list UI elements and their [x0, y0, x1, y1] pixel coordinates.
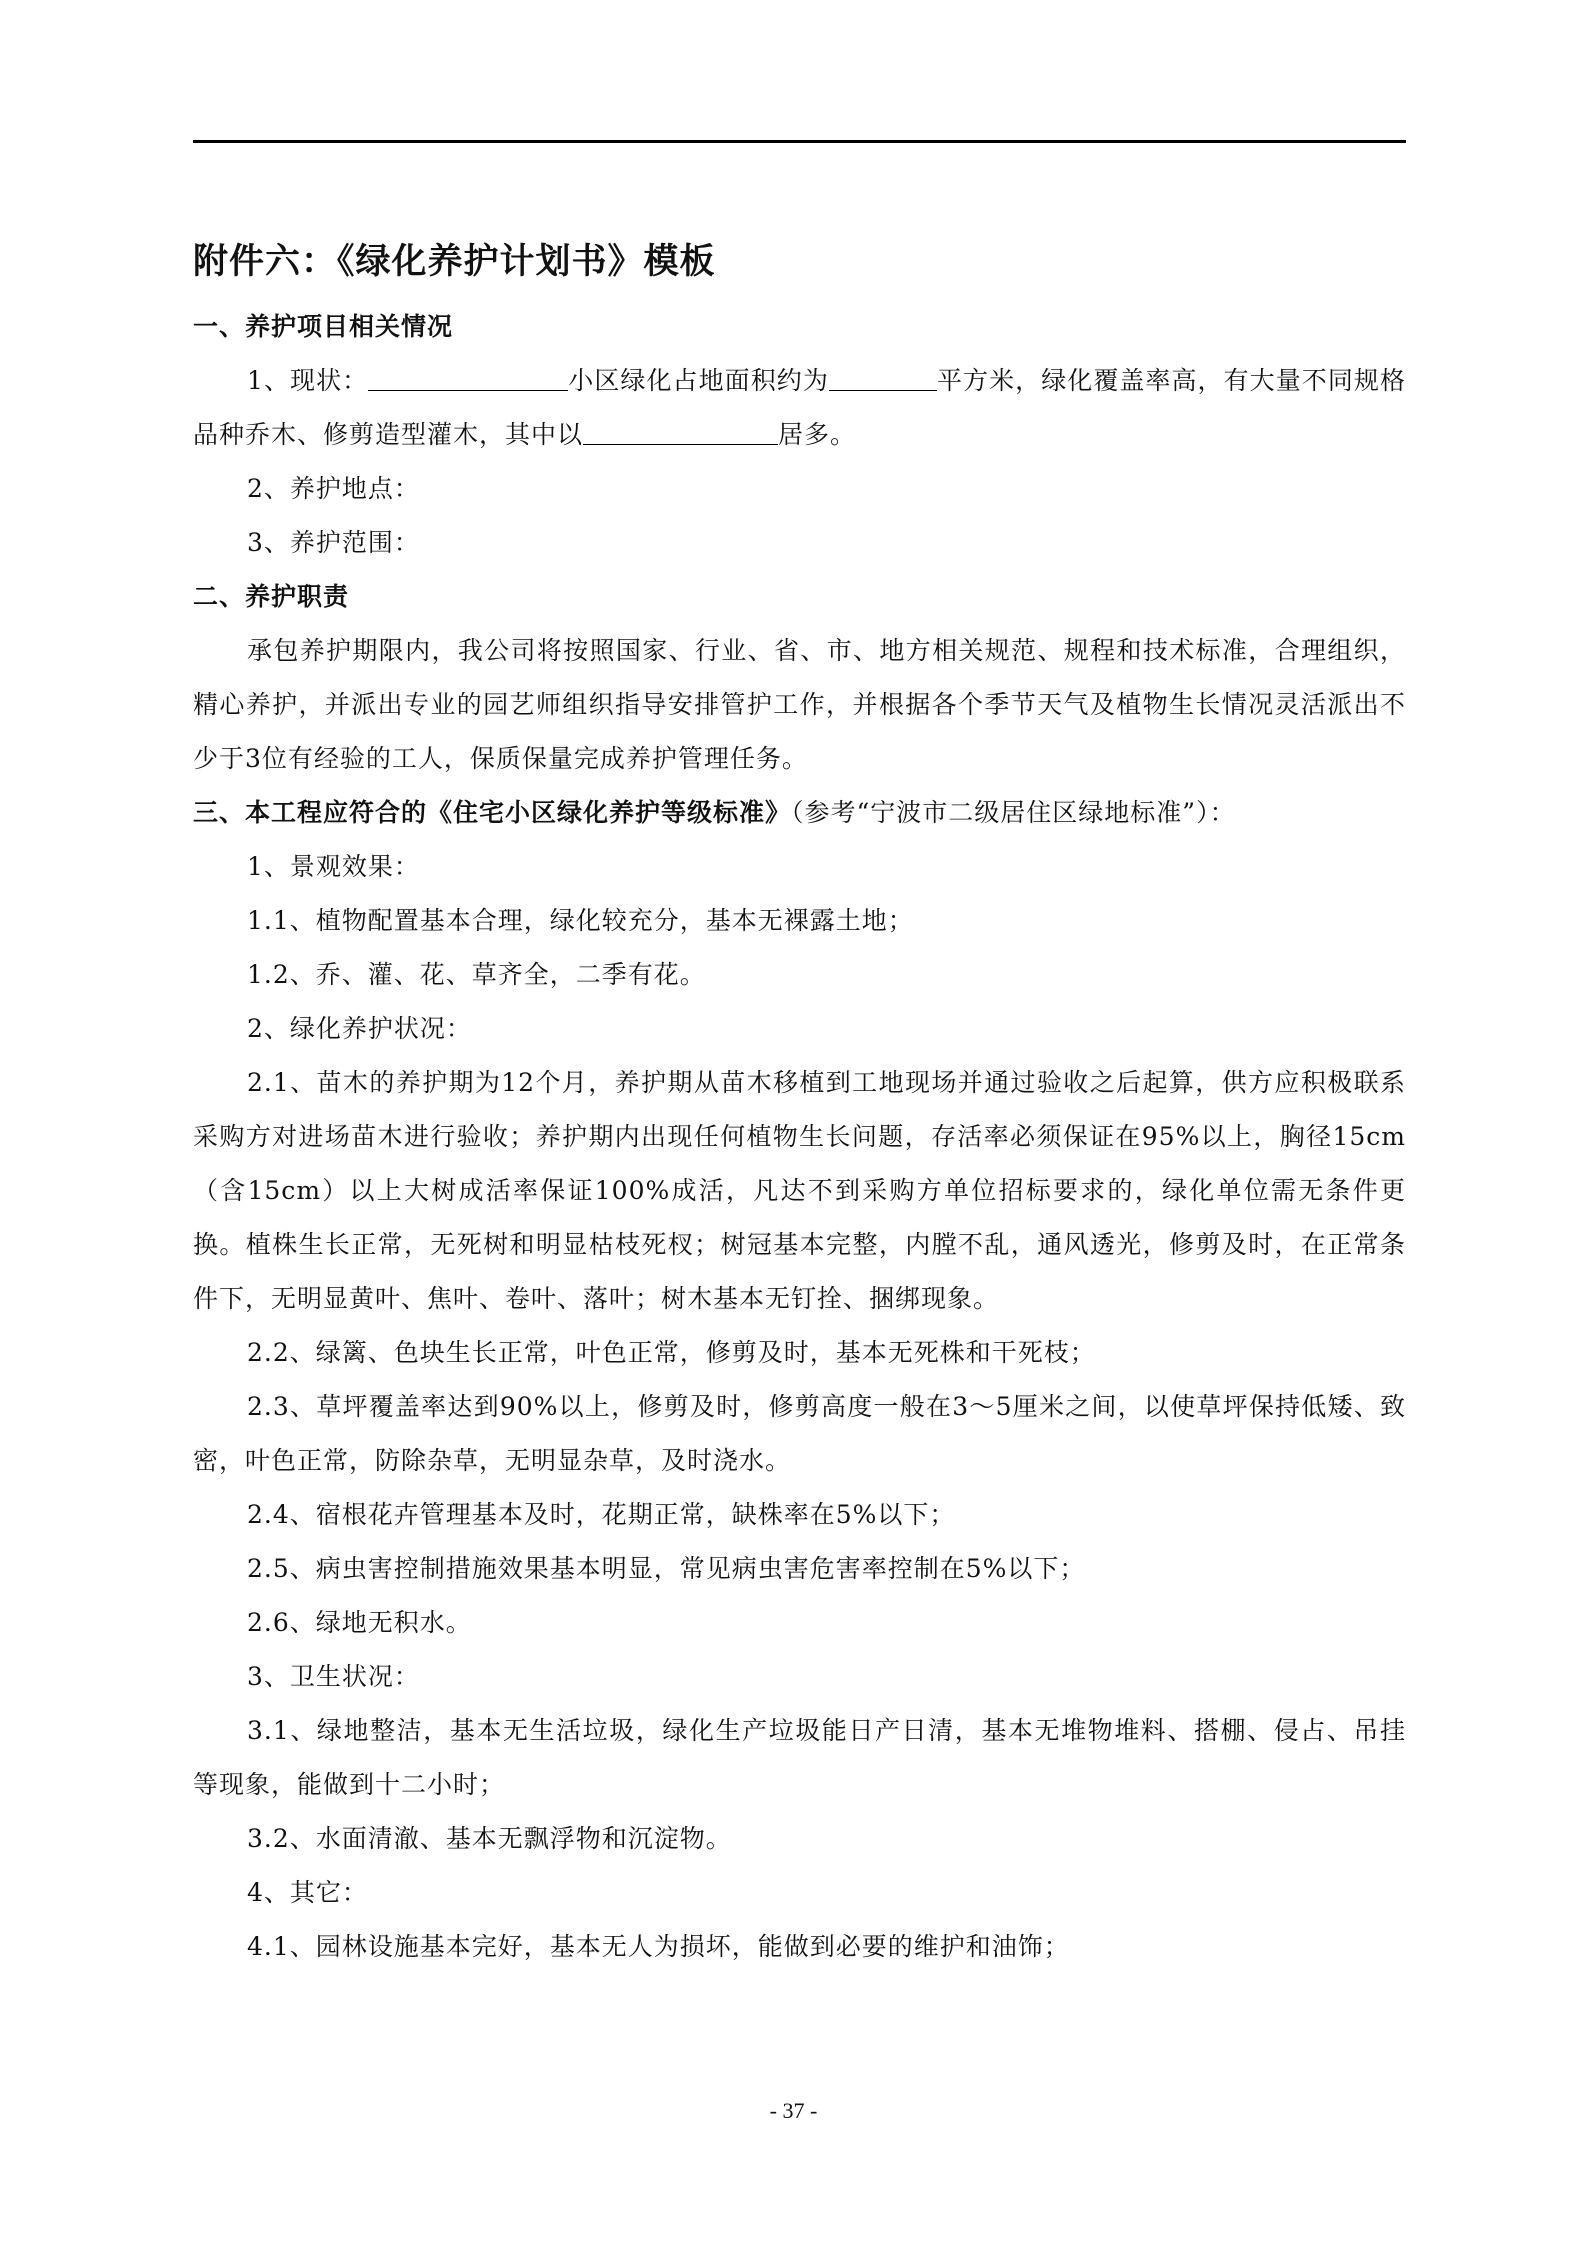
standard-item: 2、绿化养护状况：	[247, 1014, 472, 1043]
page-number: - 37 -	[769, 2098, 818, 2123]
header-rule	[193, 140, 1406, 143]
standard-item: 1、景观效果：	[247, 852, 420, 881]
standard-item: 3.2、水面清澈、基本无飘浮物和沉淀物。	[247, 1824, 732, 1853]
standard-item: 2.5、病虫害控制措施效果基本明显，常见病虫害危害率控制在5%以下；	[247, 1554, 1086, 1583]
standard-item: 2.4、宿根花卉管理基本及时，花期正常，缺株率在5%以下；	[247, 1500, 956, 1529]
standard-item: 4、其它：	[247, 1878, 368, 1907]
item-1-label: 1、现状：	[247, 366, 369, 395]
standard-item: 3.1、绿地整洁，基本无生活垃圾，绿化生产垃圾能日产日清，基本无堆物堆料、搭棚、侵占、吊挂等现象，能做到十二小时；	[193, 1716, 1406, 1799]
section-1-item-3: 3、养护范围：	[247, 528, 420, 557]
section-3-heading	[193, 786, 1406, 840]
standard-item: 1.1、植物配置基本合理，绿化较充分，基本无裸露土地；	[247, 906, 914, 935]
section-2-body: 承包养护期限内，我公司将按照国家、行业、省、市、地方相关规范、规程和技术标准，合理组织，精心养护，并派出专业的园艺师组织指导安排管护工作，并根据各个季节天气及植物生长情况灵活派出不少于3位有经验的工人，保质保量完成养护管理任务。	[193, 636, 1406, 773]
standard-item: 2.1、苗木的养护期为12个月，养护期从苗木移植到工地现场并通过验收之后起算，供方应积极联系采购方对进场苗木进行验收；养护期内出现任何植物生长问题，存活率必须保证在95%以上，胸径15cm（含15cm）以上大树成活率保证100%成活，凡达不到采购方单位招标要求的，绿化单位需无条件更换。植株生长正常，无死树和明显枯枝死杈；树冠基本完整，内膛不乱，通风透光，修剪及时，在正常条件下，无明显黄叶、焦叶、卷叶、落叶；树木基本无钉拴、捆绑现象。	[193, 1068, 1406, 1313]
item-1-text-a: 小区绿化占地面积约为	[568, 366, 829, 395]
standard-item: 2.2、绿篱、色块生长正常，叶色正常，修剪及时，基本无死株和干死枝；	[247, 1338, 1096, 1367]
section-1-item-2: 2、养护地点：	[247, 474, 420, 503]
document-body	[193, 232, 1406, 1974]
item-1-text-c: 居多。	[778, 420, 857, 449]
section-3-heading-title: 三、本工程应符合的《住宅小区绿化养护等级标准》	[193, 798, 792, 827]
section-3-items	[193, 840, 1406, 1974]
item-1-text-b: 平方米，绿化覆盖率高，有大量不同规格品种乔木、修剪造型灌木，其中以	[193, 366, 1406, 449]
section-1-item-1	[193, 354, 1406, 462]
section-1-heading: 一、养护项目相关情况	[193, 312, 454, 341]
section-3-heading-note: （参考“宁波市二级居住区绿地标准”）：	[791, 798, 1236, 827]
section-2-heading: 二、养护职责	[193, 582, 350, 611]
document-title: 附件六：《绿化养护计划书》模板	[193, 242, 716, 282]
blank-main-species	[583, 418, 778, 445]
standard-item: 2.3、草坪覆盖率达到90%以上，修剪及时，修剪高度一般在3～5厘米之间，以使草坪保持低矮、致密，叶色正常，防除杂草，无明显杂草，及时浇水。	[193, 1392, 1406, 1475]
standard-item: 1.2、乔、灌、花、草齐全，二季有花。	[247, 960, 706, 989]
standard-item: 4.1、园林设施基本完好，基本无人为损坏，能做到必要的维护和油饰；	[247, 1932, 1070, 1961]
blank-community-name	[368, 364, 568, 391]
standard-item: 2.6、绿地无积水。	[247, 1608, 472, 1637]
blank-area	[829, 364, 937, 391]
standard-item: 3、卫生状况：	[247, 1662, 420, 1691]
